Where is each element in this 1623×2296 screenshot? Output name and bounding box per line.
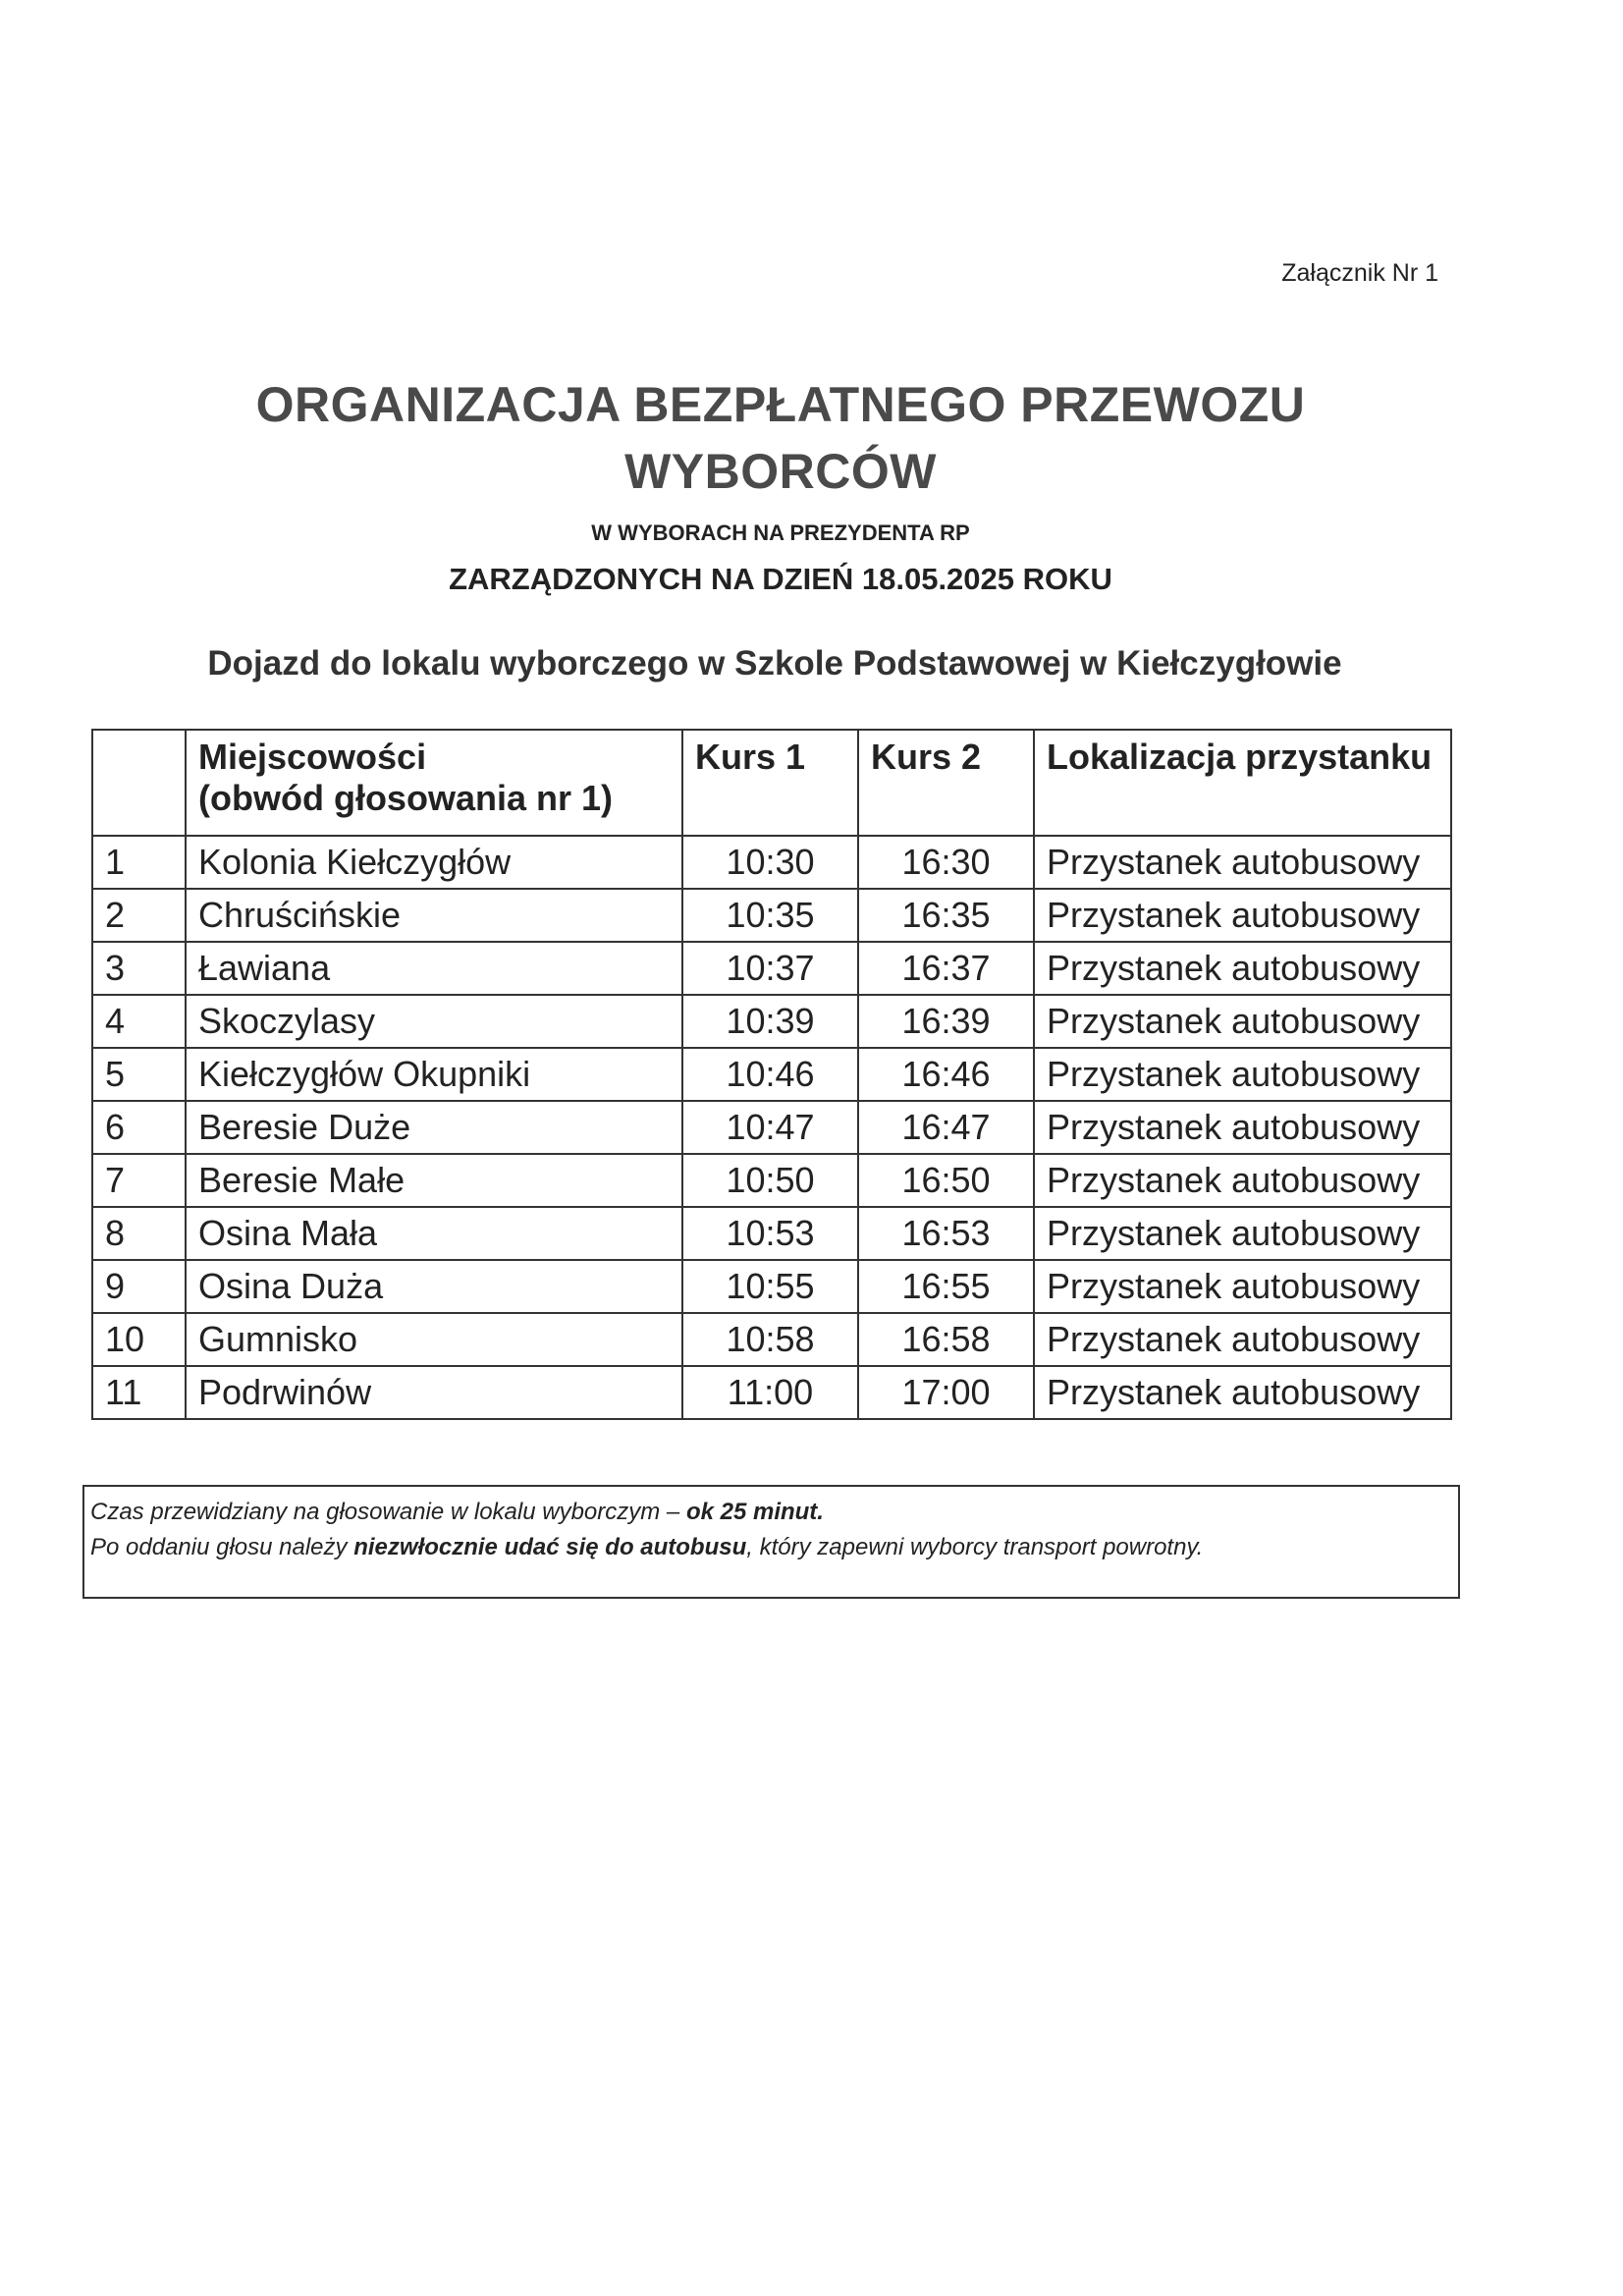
- header-place-line-1: Miejscowości: [198, 737, 427, 777]
- schedule-table: [91, 729, 1452, 1420]
- table-row: [92, 889, 1451, 942]
- row-number: 11: [92, 1366, 186, 1419]
- subtitle-election: W WYBORACH NA PREZYDENTA RP: [591, 520, 970, 545]
- row-place: Podrwinów: [186, 1366, 682, 1419]
- row-place: Beresie Małe: [186, 1154, 682, 1207]
- table-body: [92, 836, 1451, 1419]
- table-row: [92, 1366, 1451, 1419]
- note-line-1-text: Czas przewidziany na głosowanie w lokalu wyborczym –: [90, 1499, 686, 1525]
- row-location: Przystanek autobusowy: [1034, 1366, 1451, 1419]
- row-place: Osina Duża: [186, 1260, 682, 1313]
- note-line-2-bold: niezwłocznie udać się do autobusu: [353, 1534, 747, 1560]
- row-number: 6: [92, 1101, 186, 1154]
- table-row: [92, 1048, 1451, 1101]
- header-number: [92, 730, 186, 836]
- title-line-2: WYBORCÓW: [624, 444, 937, 499]
- subtitle-date: ZARZĄDZONYCH NA DZIEŃ 18.05.2025 ROKU: [449, 562, 1112, 596]
- table-row: [92, 995, 1451, 1048]
- row-place: Kiełczygłów Okupniki: [186, 1048, 682, 1101]
- row-place: Gumnisko: [186, 1313, 682, 1366]
- row-number: 5: [92, 1048, 186, 1101]
- note-line-2: [90, 1530, 1452, 1565]
- row-kurs-2: 16:55: [858, 1260, 1034, 1313]
- row-number: 9: [92, 1260, 186, 1313]
- row-kurs-1: 10:50: [682, 1154, 858, 1207]
- row-location: Przystanek autobusowy: [1034, 995, 1451, 1048]
- table-row: [92, 1101, 1451, 1154]
- header-kurs-1: Kurs 1: [682, 730, 858, 836]
- row-kurs-1: 10:53: [682, 1207, 858, 1260]
- table-row: [92, 1313, 1451, 1366]
- table-row: [92, 1260, 1451, 1313]
- row-number: 7: [92, 1154, 186, 1207]
- row-number: 2: [92, 889, 186, 942]
- row-location: Przystanek autobusowy: [1034, 1101, 1451, 1154]
- note-line-1: [90, 1495, 1452, 1530]
- row-number: 1: [92, 836, 186, 889]
- row-place: Osina Mała: [186, 1207, 682, 1260]
- row-kurs-1: 11:00: [682, 1366, 858, 1419]
- row-place: Ławiana: [186, 942, 682, 995]
- row-kurs-1: 10:46: [682, 1048, 858, 1101]
- row-kurs-1: 10:37: [682, 942, 858, 995]
- row-kurs-1: 10:47: [682, 1101, 858, 1154]
- row-kurs-1: 10:30: [682, 836, 858, 889]
- row-location: Przystanek autobusowy: [1034, 1048, 1451, 1101]
- note-line-2-text: Po oddaniu głosu należy: [90, 1534, 354, 1560]
- row-number: 8: [92, 1207, 186, 1260]
- row-location: Przystanek autobusowy: [1034, 889, 1451, 942]
- row-location: Przystanek autobusowy: [1034, 942, 1451, 995]
- row-location: Przystanek autobusowy: [1034, 1207, 1451, 1260]
- row-place: Skoczylasy: [186, 995, 682, 1048]
- header-location: Lokalizacja przystanku: [1034, 730, 1451, 836]
- row-place: Chruścińskie: [186, 889, 682, 942]
- note-line-1-bold: ok 25 minut.: [685, 1499, 824, 1525]
- row-location: Przystanek autobusowy: [1034, 1154, 1451, 1207]
- row-kurs-2: 16:37: [858, 942, 1034, 995]
- table-row: [92, 836, 1451, 889]
- row-kurs-1: 10:55: [682, 1260, 858, 1313]
- row-place: Kolonia Kiełczygłów: [186, 836, 682, 889]
- section-heading: Dojazd do lokalu wyborczego w Szkole Podstawowej w Kiełczygłowie: [207, 644, 1342, 683]
- document-title: [0, 371, 1561, 505]
- row-kurs-2: 16:39: [858, 995, 1034, 1048]
- row-location: Przystanek autobusowy: [1034, 1313, 1451, 1366]
- row-kurs-1: 10:39: [682, 995, 858, 1048]
- table-row: [92, 1207, 1451, 1260]
- row-kurs-2: 16:58: [858, 1313, 1034, 1366]
- row-location: Przystanek autobusowy: [1034, 1260, 1451, 1313]
- table-row: [92, 942, 1451, 995]
- row-kurs-1: 10:58: [682, 1313, 858, 1366]
- row-number: 4: [92, 995, 186, 1048]
- row-number: 3: [92, 942, 186, 995]
- row-location: Przystanek autobusowy: [1034, 836, 1451, 889]
- note-line-2-suffix: , który zapewni wyborcy transport powrotny.: [746, 1534, 1204, 1560]
- row-kurs-2: 16:30: [858, 836, 1034, 889]
- row-kurs-1: 10:35: [682, 889, 858, 942]
- row-place: Beresie Duże: [186, 1101, 682, 1154]
- row-kurs-2: 17:00: [858, 1366, 1034, 1419]
- row-kurs-2: 16:47: [858, 1101, 1034, 1154]
- header-place: [186, 730, 682, 836]
- row-kurs-2: 16:35: [858, 889, 1034, 942]
- table-header-row: [92, 730, 1451, 836]
- row-number: 10: [92, 1313, 186, 1366]
- row-kurs-2: 16:53: [858, 1207, 1034, 1260]
- header-kurs-2: Kurs 2: [858, 730, 1034, 836]
- row-kurs-2: 16:46: [858, 1048, 1034, 1101]
- annex-label: Załącznik Nr 1: [1281, 259, 1438, 287]
- table-row: [92, 1154, 1451, 1207]
- header-place-line-2: (obwód głosowania nr 1): [198, 778, 613, 818]
- title-line-1: ORGANIZACJA BEZPŁATNEGO PRZEWOZU: [255, 377, 1306, 432]
- row-kurs-2: 16:50: [858, 1154, 1034, 1207]
- info-note: [82, 1485, 1460, 1599]
